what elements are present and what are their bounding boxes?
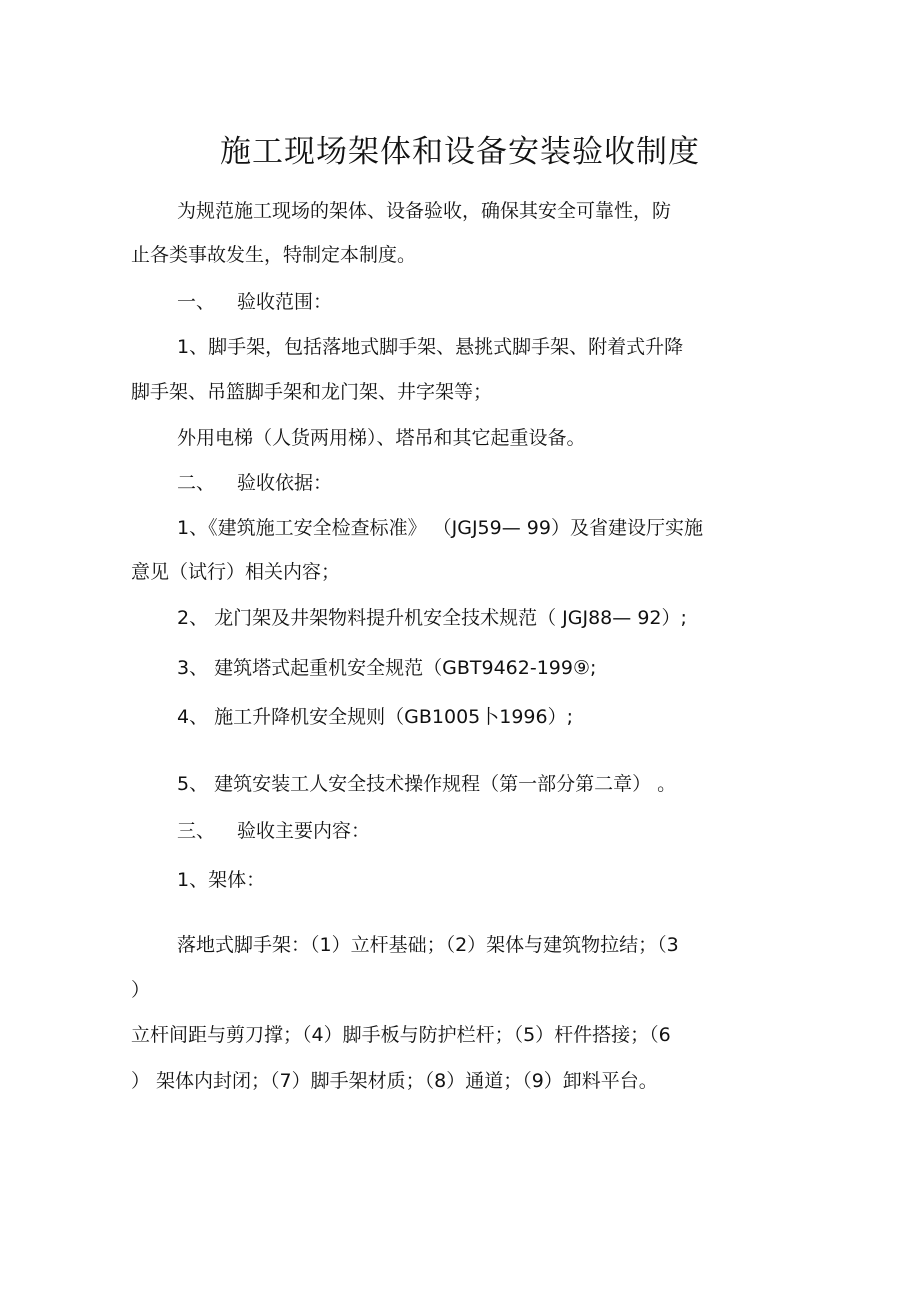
section-heading-scope (177, 289, 332, 315)
content-subheading-frame: 1、架体： (177, 869, 266, 891)
intro-line-2: 止各类事故发生，特制定本制度。 (131, 244, 417, 266)
content-floor-line-3: 立杆间距与剪刀撑；（4）脚手板与防护栏杆；（5）杆件搭接；（6 (131, 1024, 671, 1046)
basis-item-1-line-2: 意见（试行）相关内容； (131, 561, 341, 583)
intro-line-1: 为规范施工现场的架体、设备验收，确保其安全可靠性，防 (177, 200, 672, 222)
content-floor-line-4: ） 架体内封闭；（7）脚手架材质；（8）通道；（9）卸料平台。 (131, 1070, 658, 1092)
basis-item-3: 3、 建筑塔式起重机安全规范（GBT9462-199⑨; (177, 657, 597, 679)
section-heading-basis (177, 470, 332, 496)
basis-item-1-line-1: 1、《建筑施工安全检查标准》 （JGJ59— 99）及省建设厅实施 (177, 517, 703, 539)
section-number: 一、 (177, 291, 216, 313)
content-floor-line-2: ） (131, 979, 151, 1001)
scope-item-1-line-2: 脚手架、吊篮脚手架和龙门架、井字架等； (131, 381, 493, 403)
section-heading-text: 验收依据： (237, 472, 333, 494)
basis-item-4: 4、 施工升降机安全规则（GB1005卜1996）; (177, 706, 573, 728)
section-number: 二、 (177, 472, 216, 494)
scope-item-1-line-1: 1、脚手架，包括落地式脚手架、悬挑式脚手架、附着式升降 (177, 336, 684, 358)
section-number: 三、 (177, 820, 216, 842)
section-heading-text: 验收主要内容： (237, 820, 371, 842)
basis-item-2: 2、 龙门架及井架物料提升机安全技术规范（ JGJ88— 92）; (177, 607, 687, 629)
content-floor-line-1: 落地式脚手架：（1）立杆基础；（2）架体与建筑物拉结；（3 (177, 934, 679, 956)
scope-item-2: 外用电梯（人货两用梯）、塔吊和其它起重设备。 (177, 427, 586, 449)
document-title: 施工现场架体和设备安装验收制度 (220, 134, 700, 170)
section-heading-content (177, 818, 370, 844)
section-heading-text: 验收范围： (237, 291, 333, 313)
basis-item-5: 5、 建筑安装工人安全技术操作规程（第一部分第二章） 。 (177, 773, 677, 795)
